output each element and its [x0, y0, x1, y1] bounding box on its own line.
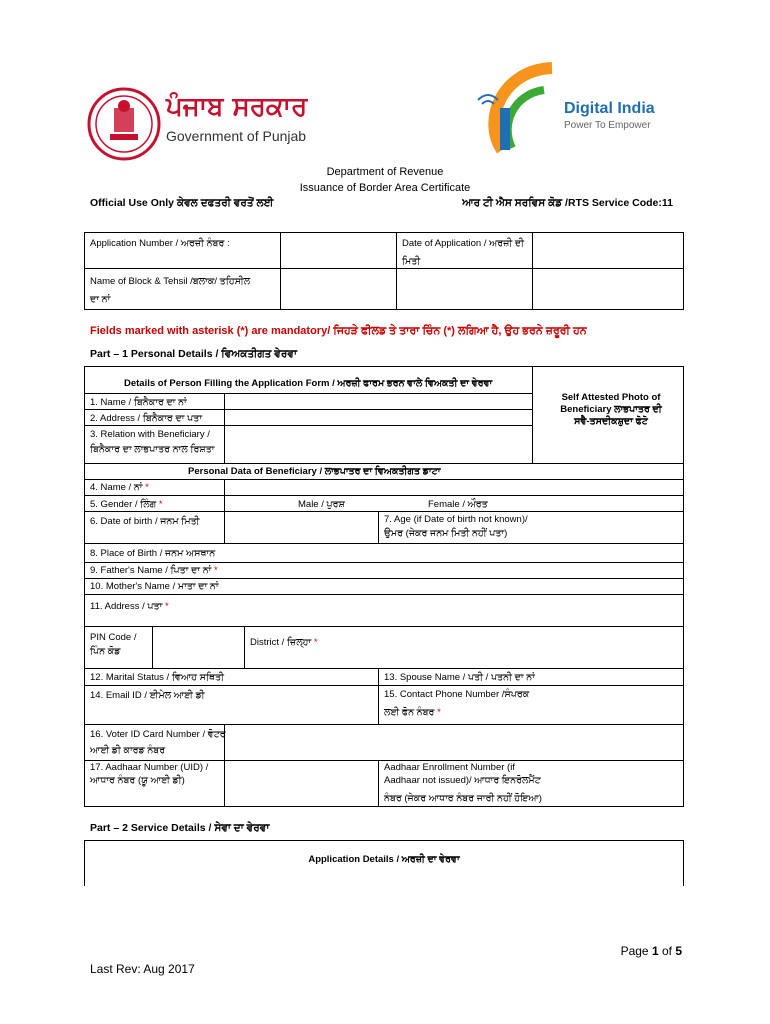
- aadhaar-enrollment-label-2: Aadhaar not issued)/ ਆਧਾਰ ਇਨਰੋਲਮੈਂਟ: [384, 775, 541, 786]
- field-13-spouse: 13. Spouse Name / ਪਤੀ / ਪਤਨੀ ਦਾ ਨਾਂ: [384, 672, 535, 683]
- part1-heading: Part – 1 Personal Details / ਵਿਅਕਤੀਗਤ ਵੇਰਵਾ: [90, 348, 297, 360]
- field-14-email: 14. Email ID / ਈਮੇਲ ਆਈ ਡੀ: [90, 690, 205, 701]
- digital-india-title: Digital India: [564, 100, 655, 117]
- filler-section-header: Details of Person Filling the Application Form / ਅਰਜ਼ੀ ਫਾਰਮ ਭਰਨ ਵਾਲੇ ਵਿਅਕਤੀ ਦਾ ਵੇਰਵਾ: [124, 378, 493, 389]
- field-3-relation: 3. Relation with Beneficiary /: [90, 429, 210, 440]
- block-tehsil-label: Name of Block & Tehsil /ਬਲਾਕ/ ਤਹਿਸੀਲ: [90, 276, 251, 287]
- beneficiary-address-input[interactable]: [200, 595, 683, 625]
- form-title: Issuance of Border Area Certificate: [299, 182, 471, 194]
- field-2-address: 2. Address / ਬਿਨੈਕਾਰ ਦਾ ਪਤਾ: [90, 413, 203, 424]
- applicant-address-input[interactable]: [225, 410, 531, 424]
- field-1-name: 1. Name / ਬਿਨੈਕਾਰ ਦਾ ਨਾਂ: [90, 397, 187, 408]
- beneficiary-name-input[interactable]: [225, 480, 683, 494]
- field-10-mother: 10. Mother's Name / ਮਾਤਾ ਦਾ ਨਾਂ: [90, 581, 219, 592]
- field-8-place-of-birth: 8. Place of Birth / ਜਨਮ ਅਸਥਾਨ: [90, 548, 216, 559]
- field-9-father: 9. Father's Name / ਪਿਤਾ ਦਾ ਨਾਂ *: [90, 565, 218, 576]
- dob-input[interactable]: [225, 512, 377, 542]
- aadhaar-enrollment-label-3: ਨੰਬਰ (ਜੇਕਰ ਆਧਾਰ ਨੰਬਰ ਜਾਰੀ ਨਹੀਂ ਹੋਇਆ): [384, 793, 542, 804]
- field-6-dob: 6. Date of birth / ਜਨਮ ਮਿਤੀ: [90, 516, 200, 527]
- date-of-application-label-2: ਮਿਤੀ: [402, 256, 421, 267]
- field-7-age-2: ਉਮਰ (ਜੇਕਰ ਜਨਮ ਮਿਤੀ ਨਹੀਂ ਪਤਾ): [384, 528, 508, 539]
- field-3-relation-2: ਬਿਨੈਕਾਰ ਦਾ ਲਾਭਪਾਤਰ ਨਾਲ ਰਿਸ਼ਤਾ: [90, 444, 215, 455]
- field-17-aadhaar: 17. Aadhaar Number (UID) /: [90, 762, 209, 773]
- voter-id-input[interactable]: [225, 725, 683, 759]
- last-revision: Last Rev: Aug 2017: [90, 962, 195, 976]
- field-4-name: 4. Name / ਨਾਂ *: [90, 482, 149, 493]
- date-of-application-label: Date of Application / ਅਰਜ਼ੀ ਦੀ: [402, 238, 525, 249]
- department-title: Department of Revenue: [326, 166, 444, 178]
- field-5-gender: 5. Gender / ਲਿੰਗ *: [90, 499, 163, 510]
- date-of-application-field[interactable]: [533, 233, 683, 267]
- pin-code-input[interactable]: [153, 627, 243, 667]
- block-tehsil-label-2: ਦਾ ਨਾਂ: [90, 294, 111, 305]
- rts-service-code: ਆਰ ਟੀ ਐਸ ਸਰਵਿਸ ਕੋਡ /RTS Service Code:11: [462, 197, 673, 209]
- digital-india-logo: [472, 60, 562, 156]
- aadhaar-enrollment-label: Aadhaar Enrollment Number (if: [384, 762, 515, 773]
- pin-code-label-2: ਪਿੰਨ ਕੋਡ: [90, 646, 121, 657]
- punjab-emblem: [86, 84, 162, 164]
- field-7-age: 7. Age (if Date of birth not known)/: [384, 514, 528, 525]
- field-15-phone: 15. Contact Phone Number /ਸੰਪਰਕ: [384, 689, 530, 700]
- block-tehsil-field[interactable]: [281, 269, 395, 309]
- application-number-field[interactable]: [281, 233, 395, 267]
- part2-heading: Part – 2 Service Details / ਸੇਵਾ ਦਾ ਵੇਰਵਾ: [90, 822, 270, 834]
- punjab-subtitle: Government of Punjab: [166, 128, 307, 144]
- field-16-voter-id-2: ਆਈ ਡੀ ਕਾਰਡ ਨੰਬਰ: [90, 745, 166, 756]
- mandatory-notice: Fields marked with asterisk (*) are mandatory/ ਜਿਹੜੇ ਫੀਲਡ ਤੇ ਤਾਰਾ ਚਿੰਨ (*) ਲਗਿਆ ਹੈ, ਉਹ ਭਰਨੇ ਜ਼ਰੂਰੀ ਹਨ: [90, 325, 587, 337]
- field-11-address: 11. Address / ਪਤਾ *: [90, 601, 169, 612]
- photo-box[interactable]: [533, 367, 683, 462]
- application-number-label: Application Number / ਅਰਜ਼ੀ ਨੰਬਰ :: [90, 238, 230, 249]
- aadhaar-input[interactable]: [225, 761, 377, 806]
- application-details-header: Application Details / ਅਰਜ਼ੀ ਦਾ ਵੇਰਵਾ: [308, 854, 460, 865]
- photo-box-label: Self Attested Photo of Beneficiary ਲਾਭਪਾਤਰ ਦੀ ਸਵੈ-ਤਸਦੀਕਸ਼ੁਦਾ ਫੋਟੋ: [560, 392, 662, 427]
- punjab-title: ਪੰਜਾਬ ਸਰਕਾਰ: [166, 92, 308, 122]
- personal-data-header: Personal Data of Beneficiary / ਲਾਭਪਾਤਰ ਦਾ ਵਿਅਕਤੀਗਤ ਡਾਟਾ: [188, 466, 441, 477]
- pin-code-label: PIN Code /: [90, 632, 137, 643]
- digital-india-subtitle: Power To Empower: [564, 120, 651, 131]
- applicant-name-input[interactable]: [225, 394, 531, 408]
- field-12-marital-status: 12. Marital Status / ਵਿਆਹ ਸਥਿਤੀ: [90, 672, 225, 683]
- relation-input[interactable]: [225, 426, 531, 462]
- field-15-phone-2: ਲਈ ਫੋਨ ਨੰਬਰ *: [384, 707, 441, 718]
- page-number: Page 1 of 5: [620, 944, 682, 958]
- district-label: District / ਜ਼ਿਲ੍ਹਾ *: [250, 637, 318, 648]
- gender-female-option[interactable]: Female / ਔਰਤ: [428, 499, 488, 510]
- field-17-aadhaar-2: ਆਧਾਰ ਨੰਬਰ (ਯੂ ਆਈ ਡੀ): [90, 775, 185, 786]
- field-16-voter-id: 16. Voter ID Card Number / ਵੋਟਰ: [90, 729, 226, 740]
- gender-male-option[interactable]: Male / ਪੁਰਸ਼: [298, 499, 345, 510]
- official-use-label: Official Use Only ਕੇਵਲ ਦਫਤਰੀ ਵਰਤੋਂ ਲਈ: [90, 197, 274, 209]
